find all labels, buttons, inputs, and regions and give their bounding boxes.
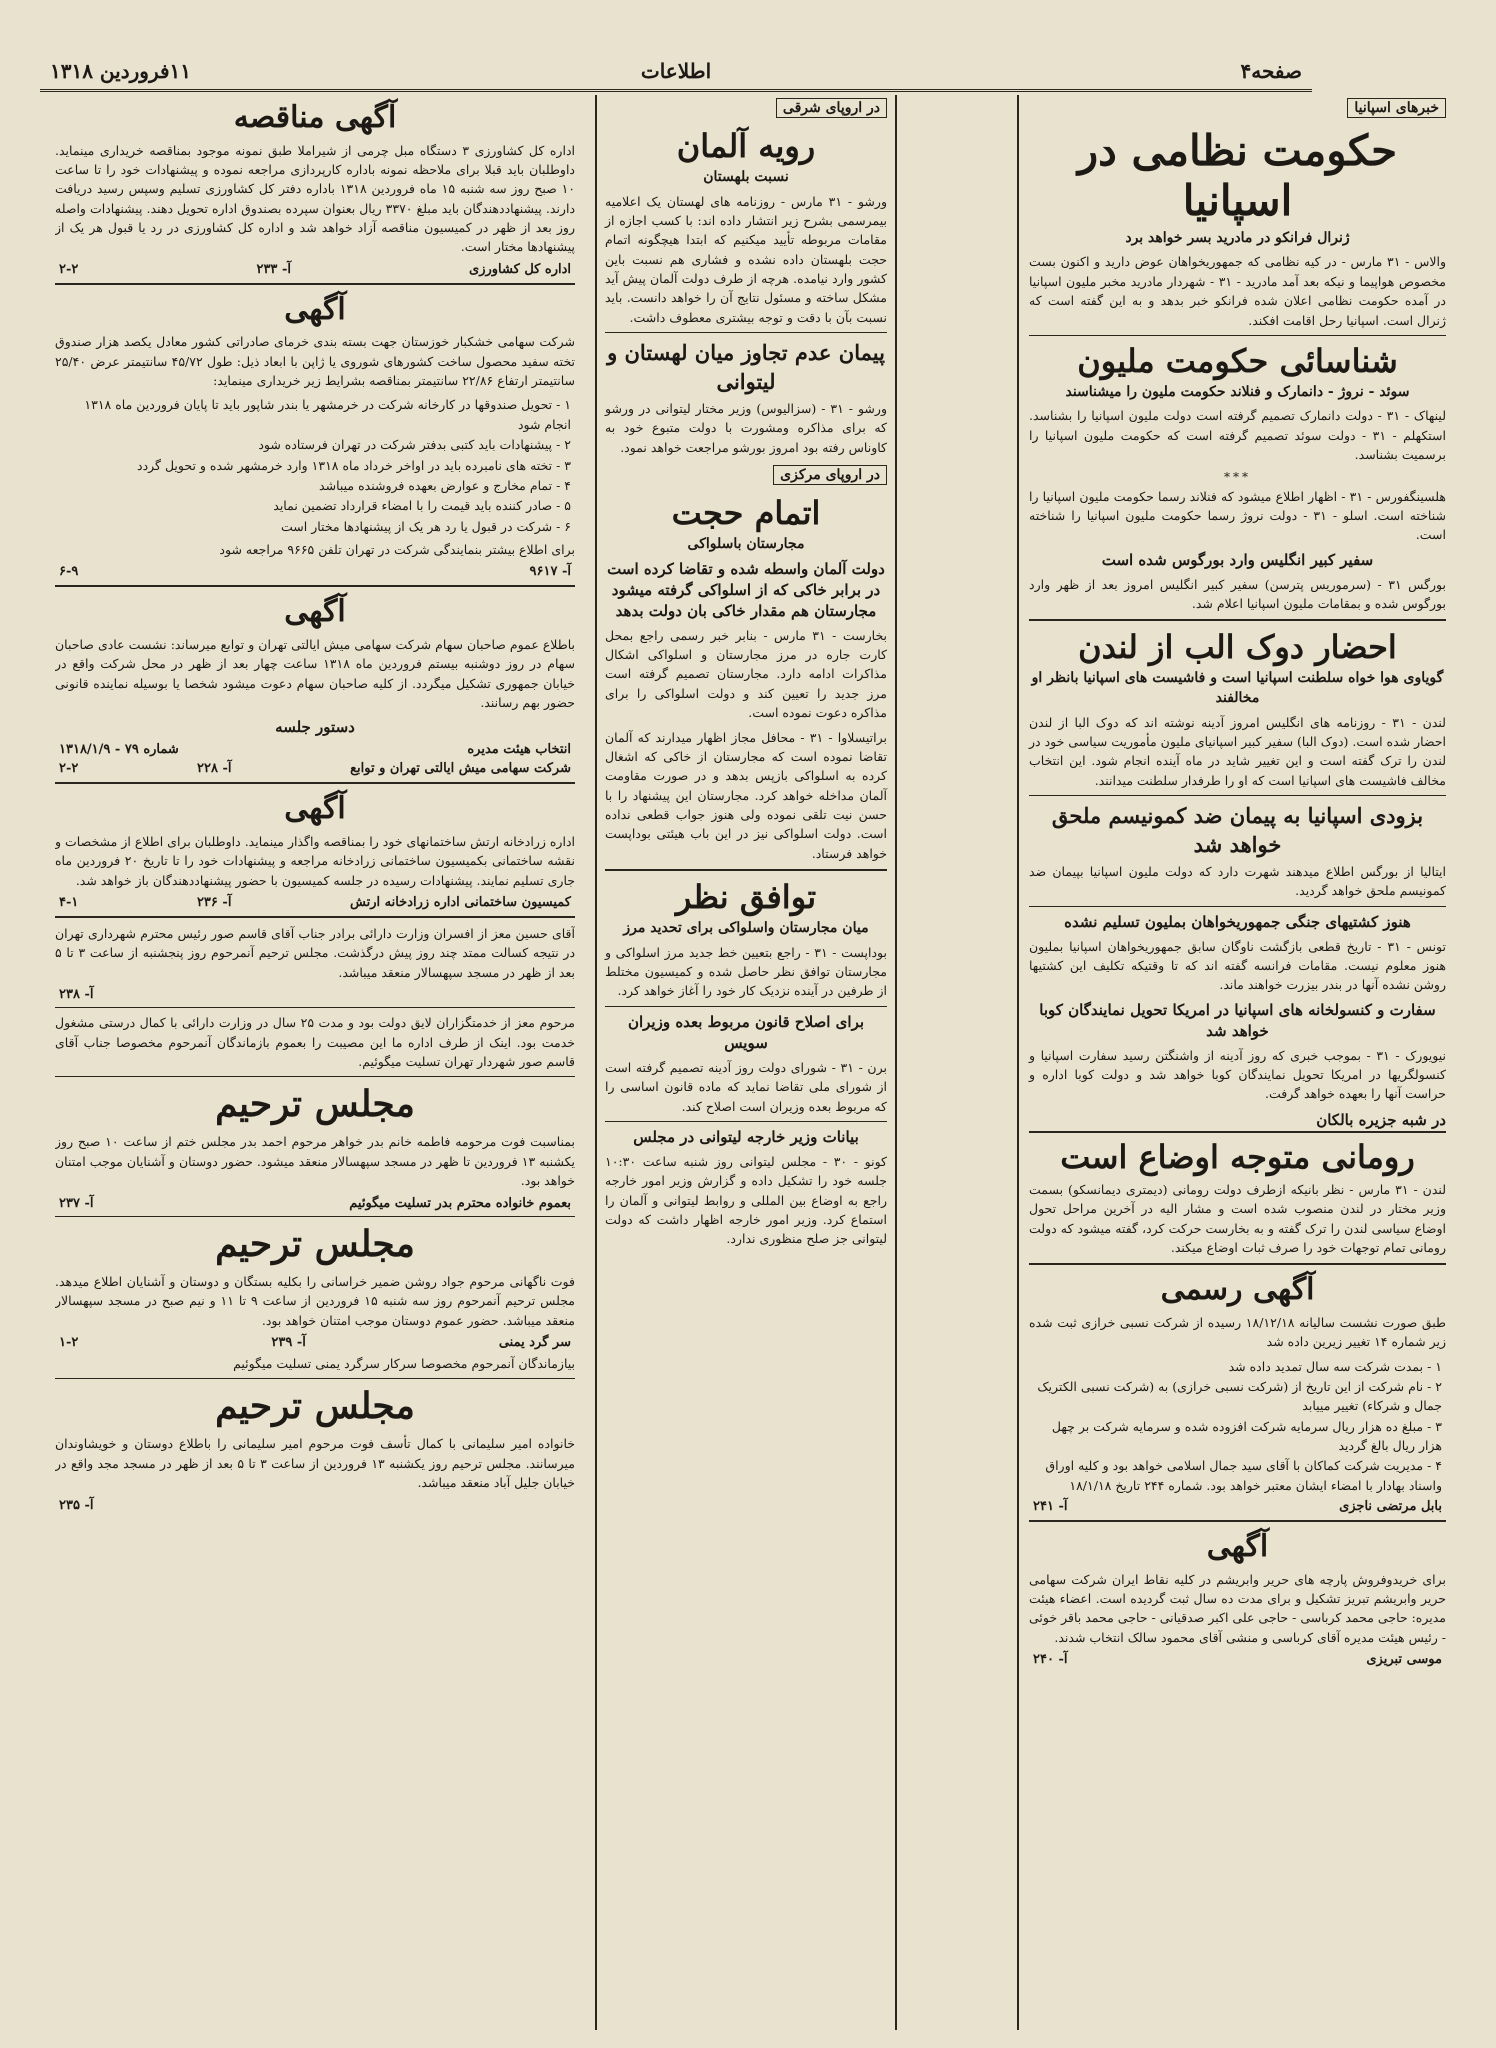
- ad-code: آ- ۲۲۸: [196, 761, 232, 777]
- reference-number: شماره ۷۹ - ۱۳۱۸/۱/۹: [59, 742, 179, 758]
- article-body: بورگس ۳۱ - (سرموریس پترسن) سفیر کبیر انگلیس امروز بعد از ظهر وارد بورگوس شده و بمقامات ملیون اسپانیا اعلام شد.: [1029, 576, 1446, 612]
- article-body: ورشو - ۳۱ مارس - روزنامه های لهستان یک اعلامیه بیمرسمی بشرح زیر انتشار داده اند: با کسب اجازه از مقامات مربوطه تأیید میکنیم که ابتدا هیچگونه اتمام حجت بلهستان داده نشده و فشاری هم نسبت باین کشور وارد نیامده. هرچه از طرف دولت آلمان پیش آید مشکل ساخته و مسئول نتایج آن را خواهد دانست. باید نسبت بآن با دقت و توجه بیشتری معطوف داشت.: [605, 193, 887, 325]
- ad-code: آ- ۲۳۹: [271, 1334, 306, 1350]
- ad-official: [1029, 1271, 1446, 1514]
- notice-body: مرحوم معز از خدمتگزاران لایق دولت بود و مدت ۲۵ سال در وزارت دارائی با کمال درستی مشغول خدمت بود. اینک از طرف اداره ما این مصیبت را بعموم بازماندگان آنمرحوم مخصوصا جناب آقای قاسم صور شهردار تهران تسلیت میگوئیم.: [55, 1015, 575, 1069]
- list-item: ۳ - تخته های نامبرده باید در اواخر خرداد ماه ۱۳۱۸ وارد خرمشهر شده و تحویل گردد: [137, 457, 571, 473]
- ad-body: اداره زرادخانه ارتش ساختمانهای خود را بمناقصه واگذار مینماید. داوطلبان برای اطلاع از مشخصات و نقشه ساختمانی بکمیسیون ساختمانی زرادخانه مراجعه و پیشنهادات خود را تا تاریخ ۲۰ فروردین ماه جاری تسلیم نمایند. پیشنهادات رسیده در جلسه کمیسیون با حضور پیشنهاددهندگان باز خواهد شد.: [55, 833, 575, 888]
- article-warships: [1029, 912, 1446, 995]
- article-lithuania: [605, 1127, 887, 1249]
- ad-code: آ- ۲۳۳: [256, 261, 291, 277]
- family-note: بعموم خانواده محترم بدر تسلیت میگوئیم: [349, 1195, 571, 1211]
- section-tag-central-europe: در اروپای مرکزی: [773, 465, 887, 485]
- ad-code-2: ۱-۲: [59, 1334, 79, 1350]
- ad-footer: برای اطلاع بیشتر بنمایندگی شرکت در تهران تلفن ۹۶۶۵ مراجعه شود: [219, 542, 575, 557]
- left-column: [55, 95, 575, 2030]
- ad-title: آگهی: [284, 594, 346, 630]
- signer: موسی تبریزی: [1366, 1652, 1442, 1668]
- ad-shareholders-meeting: [55, 593, 575, 776]
- article-body: بوداپست - ۳۱ - راجع بتعیین خط جدید مرز اسلواکی و مجارستان توافق نظر حاصل شده و کمیسیون مختلط از طرفین در آینده نزدیک کار خود را آغاز خواهد کرد.: [605, 944, 887, 999]
- ad-title: آگهی: [1206, 1529, 1269, 1565]
- ad-dates-boxes: [55, 291, 575, 580]
- ad-silk-company: [1029, 1528, 1446, 1667]
- ad-title: مجلس ترحیم: [215, 1083, 415, 1126]
- notice-code-row: [59, 1498, 571, 1513]
- article-nonaggression: [605, 339, 887, 457]
- ad-code-2: ۴-۱: [59, 895, 79, 910]
- subheadline: گویاوی هوا خواه سلطنت اسپانیا است و فاشیست های اسپانیا بانظر او مخالفند: [1031, 670, 1444, 707]
- ad-signature: [59, 1335, 571, 1350]
- right-column: [1017, 95, 1446, 2030]
- list-item: ۵ - صادر کننده باید قیمت را با امضاء قرارداد تضمین نماید: [273, 498, 571, 514]
- ad-title: آگهی: [284, 291, 346, 327]
- ad-title: آگهی: [284, 791, 346, 827]
- list-item: ۱ - تحویل صندوقها در کارخانه شرکت در خرمشهر یا بندر شاپور باید تا پایان فروردین ماه ۱۳۱۸ انجام شود: [84, 397, 571, 432]
- subheadline: ژنرال فرانکو در مادرید بسر خواهد برد: [1125, 229, 1350, 246]
- ad-code-2: ۲-۲: [59, 761, 79, 777]
- notice-condolence-1: [55, 924, 575, 1002]
- article-anti-comintern: [1029, 802, 1446, 900]
- paper-name: اطلاعات: [640, 59, 712, 83]
- subheadline: میان مجارستان واسلواکی برای تحدید مرز: [623, 920, 869, 937]
- ad-signature: [59, 262, 571, 277]
- ad-intro: شرکت سهامی خشکبار خوزستان جهت بسته بندی خرمای صادراتی کشور معادل یکصد هزار صندوق تخته سفید محصول ساخت کشورهای شوروی یا ژاپن با ابعاد ذیل: طول ۴۵/۷۲ سانتیمتر عرض ۲۵/۴۰ سانتیمتر ارتفاع ۲۲/۸۶ سانتیمتر بمناقصه بشرایط زیر خریداری مینماید:: [55, 334, 575, 388]
- subheadline: سفیر کبیر انگلیس وارد بورگوس شده است: [1101, 550, 1374, 569]
- article-swiss: [605, 1012, 887, 1116]
- signer: بابل مرتضی ناجزی: [1339, 1499, 1442, 1515]
- signer: اداره کل کشاورزی: [469, 261, 571, 277]
- agenda-row: [59, 742, 571, 757]
- ad-body: باطلاع عموم صاحبان سهام شرکت سهامی میش ایالتی تهران و توابع میرساند: نشست عادی صاحبان سهام در روز دوشنبه بیستم فروردین ماه ۱۳۱۸ ساعت چهار بعد از ظهر در محل شرکت واقع در خیابان جمهوری تشکیل میگردد. از کلیه صاحبان سهام دعوت میشود شخصا یا بوسیله نماینده قانونی حضور بهم رسانند.: [55, 636, 575, 710]
- article-body: لندن - ۳۱ مارس - نظر بانیکه ازطرف دولت رومانی (دیمتری دیمانسکو) بسمت وزیر مختار در لندن منصوب شده است و مشار الیه در آخرین مراحل تحول اوضاع سیاسی لندن را ترک گفته و به بخارست حرکت کرد، گفته میشود که دولت رومانی تمام توجهات خود را صرف ثبات اوضاع میکند.: [1029, 1181, 1446, 1255]
- issue-date: ۱۱فروردین ۱۳۱۸: [50, 59, 192, 83]
- list-item: ۳ - مبلغ ده هزار ریال سرمایه شرکت افزوده شده و سرمایه شرکت بر چهل هزار ریال بالغ گردید: [1051, 1418, 1442, 1454]
- list-item: ۲ - نام شرکت از این تاریخ از (شرکت نسبی خرازی) به (شرکت نسبی الکتریک جمال و شرکاء) تغییر مییابد: [1037, 1378, 1442, 1414]
- ad-title: مجلس ترحیم: [215, 1385, 415, 1428]
- ad-title: مجلس ترحیم: [215, 1222, 415, 1265]
- subheadline: سوئد - نروژ - دانمارک و فنلاند حکومت ملیون را میشناسند: [1065, 383, 1410, 400]
- list-item: ۴ - مدیریت شرکت کماکان با آقای سید جمال اسلامی خواهد بود و کلیه اوراق واسناد بهادار با امضاء ایشان معتبر خواهد بود. شماره ۲۴۴ تاریخ ۱۸/۱/۱۸: [1045, 1458, 1442, 1493]
- list-item: ۶ - شرکت در قبول یا رد هر یک از پیشنهادها مختار است: [281, 518, 571, 534]
- lead: دولت آلمان واسطه شده و تقاضا کرده است در برابر خاکی که از اسلواکی گرفته میشود مجارستان هم مقدار خاکی بان دولت بدهد: [607, 559, 885, 620]
- article-agreement: [605, 877, 887, 1001]
- masthead: [40, 55, 1312, 92]
- ad-code: آ- ۹۶۱۷: [529, 564, 571, 580]
- headline: هنوز کشتیهای جنگی جمهوریخواهان بملیون تسلیم نشده: [1064, 912, 1411, 931]
- section-tag-spain: خبرهای اسپانیا: [1347, 98, 1446, 118]
- subheadline: مجارستان باسلواکی: [687, 536, 805, 553]
- list-item: ۴ - تمام مخارج و عوارض بعهده فروشنده میباشد: [319, 477, 571, 493]
- article-ultimatum: [605, 493, 887, 863]
- ad-items: [1029, 1357, 1446, 1496]
- article-body: ایتالیا از بورگس اطلاع میدهند شهرت دارد که دولت ملیون اسپانیا بپیمان ضد کمونیسم ملحق خواهد گردید.: [1029, 863, 1446, 899]
- article-body: والاس - ۳۱ مارس - در کیه نظامی که جمهوریخواهان عوض دارید و اکنون بست مخصوص هواپیما و نیکه بعد آمد مادرید - ۳۱ - شهردار مادرید مخبر ملیون اسپانیا در آمده حکومت نظامی اعلان شده فرانکو خبر بدهد و به این گفته است که ژنرال است. اسپانیا رحل اقامت افکند.: [1029, 254, 1446, 328]
- notice-memorial-2: [55, 1223, 575, 1374]
- headline: پیمان عدم تجاوز میان لهستان و لیتوانی: [607, 340, 885, 394]
- ad-code-2: ۲-۲: [59, 261, 79, 277]
- article-martial-law: [1029, 126, 1446, 330]
- article-body: براتیسلاوا - ۳۱ - محافل مجاز اظهار میدارند که آلمان تقاضا نموده است که مجارستان از خاکی که اشغال کرده به اسلواکی بازپس بدهد و در صورت مقاومت آلمان مداخله خواهد کرد. مجارستان این پیشنهاد را با حسن نیت تلقی نموده ولی هنوز جواب قطعی نداده است. دولت اسلواکی نیز در این باب هیئتی بوداپست خواهد فرستاد.: [605, 729, 887, 861]
- article-germany: [605, 126, 887, 327]
- headline: رومانی متوجه اوضاع است: [1060, 1137, 1415, 1176]
- ad-title: آگهی مناقصه: [233, 100, 397, 135]
- agenda-item: انتخاب هیئت مدیره: [467, 742, 571, 758]
- list-item: ۱ - بمدت شرکت سه سال تمدید داده شد: [1228, 1358, 1442, 1374]
- headline: اتمام حجت: [671, 494, 821, 533]
- notice-code-row: [59, 1196, 571, 1211]
- ad-code-2: ۶-۹: [59, 564, 79, 580]
- headline: توافق نظر: [675, 878, 817, 917]
- list-item: ۲ - پیشنهادات باید کتبی بدفتر شرکت در تهران فرستاده شود: [258, 437, 571, 453]
- article-embassy: [1029, 1000, 1446, 1104]
- ad-code: آ- ۲۳۶: [196, 895, 232, 910]
- article-body: بخارست - ۳۱ مارس - بنابر خبر رسمی راجع بمحل کارت جاره در مرز مجارستان و اسلواکی اشکال مذاکرات ادامه دارد. مجارستان تصمیم گرفته است مرز جدید را تعیین کند و دولت اسلواکی را برای مذاکره دعوت نموده است.: [605, 627, 887, 721]
- headline: بیانات وزیر خارجه لیتوانی در مجلس: [633, 1127, 859, 1146]
- ad-title: آگهی رسمی: [1160, 1272, 1315, 1308]
- notice-memorial-3: [55, 1385, 575, 1512]
- article-body: کونو - ۳۰ - مجلس لیتوانی روز شنبه ساعت ۱۰:۳۰ جلسه خود را تشکیل داده و گزارش وزیر امور خارجه راجع به اوضاع بین المللی و روابط لیتوانی و آلمان را استماع کرد. وزیر امور خارجه اظهار داشت که دولت لیتوانی جز صلح منظوری ندارد.: [605, 1153, 888, 1247]
- signer: سر گرد یمنی: [498, 1334, 571, 1350]
- ad-signature: [1033, 1499, 1442, 1514]
- headline: احضار دوک الب از لندن: [1078, 628, 1397, 667]
- ad-code: آ- ۲۳۷: [59, 1195, 94, 1211]
- section-tag-east-europe: در اروپای شرقی: [776, 98, 887, 118]
- page-number: صفحه۴: [1240, 59, 1302, 83]
- middle-column: [595, 95, 897, 2030]
- notice-body: آقای حسین معز از افسران وزارت دارائی برادر جناب آقای قاسم صور رئیس محترم شهرداری تهران در نتیجه کسالت ممتد چند روز پیش درگذشت. مجلس ترحیم آنمرحوم روز پنجشنبه از ساعت ۳ تا ۵ بعد از ظهر در مسجد سپهسالار منعقد میباشد.: [55, 926, 575, 980]
- article-body: ورشو - ۳۱ - (سزالیوس) وزیر مختار لیتوانی در ورشو که برای مذاکره ومشورت با دولت متبوع خود به کاوناس رفته بود امروز بورشو مراجعت خواهد نمود.: [605, 400, 887, 455]
- ad-body: اداره کل کشاورزی ۳ دستگاه مبل چرمی از شیراملا طبق نمونه موجود بمناقصه خریداری مینماید. داوطلبان باید قبلا برای ملاحظه نمونه باداره کارپردازی مراجعه نموده و پیشنهادات خود را تا ساعت ۱۰ صبح روز سه شنبه ۱۵ ماه فروردین ۱۳۱۸ باداره دفتر کل کشاورزی تسلیم وسپس رسید دریافت دارند. پیشنهاددهندگان باید مبلغ ۳۳۷۰ ریال بعنوان سپرده بصندوق اداره تحویل دهند. پیشنهادات واصله روز بعد از ظهر در کمیسیون مناقصه آزاد خواهد شد و اداره کل کشاورزی در رد یا قبول هر یک از پیشنهادها مختار است.: [55, 142, 575, 255]
- ad-signature: [59, 564, 571, 579]
- ad-code: آ- ۲۴۰: [1033, 1652, 1068, 1668]
- ad-signature: [59, 761, 571, 776]
- ad-code: آ- ۲۴۱: [1033, 1499, 1068, 1515]
- headline: برای اصلاح قانون مربوط بعده وزیران سویس: [627, 1012, 865, 1052]
- ad-signature: [1033, 1652, 1442, 1667]
- article-body: لینهاک - ۳۱ - دولت دانمارک تصمیم گرفته است دولت ملیون اسپانیا را بشناسد. استکهلم - ۳۱ - دولت سوئد تصمیم گرفته است که حکومت ملیون اسپانیا را برسمیت بشناسد.: [1029, 408, 1446, 463]
- headline: بزودی اسپانیا به پیمان ضد کمونیسم ملحق خواهد شد: [1051, 803, 1424, 857]
- ad-tender: [55, 99, 575, 277]
- ad-body: برای خریدوفروش پارچه های حریر وابریشم در کلیه نقاط ایران شرکت سهامی حریر وابریشم تبریز تشکیل و برای مدت ده سال ثبت گردیده است. اعضاء هیئت مدیره: حاجی محمد کرباسی - حاجی علی اکبر صدقیانی - حاجی محمد باقر خوئی - رئیس هیئت مدیره آقای کرباسی و منشی آقای محمود سالک انتخاب شدند.: [1029, 1571, 1446, 1645]
- article-body: نیویورک - ۳۱ - بموجب خبری که روز آدینه از واشنگتن رسید سفارت اسپانیا و کنسولگریها در امریکا تحویل نمایندگان کوبا خواهد شد و دولت کوبا اداره و حراست آنها را بعهده خواهد گرفت.: [1029, 1047, 1446, 1102]
- headline: شناسائی حکومت ملیون: [1077, 341, 1398, 380]
- signer: شرکت سهامی میش ایالتی تهران و توابع: [350, 761, 571, 777]
- subheadline: نسبت بلهستان: [703, 169, 789, 185]
- ad-body: بمناسبت فوت مرحومه فاطمه خانم بدر خواهر مرحوم احمد بدر مجلس ختم از ساعت ۱۰ صبح روز یکشنبه ۱۳ فروردین تا ظهر در مسجد سپهسالار منعقد میشود. حضور دوستان و آشنایان موجب امتنان خواهد بود.: [55, 1134, 575, 1189]
- ad-body: فوت ناگهانی مرحوم جواد روشن ضمیر خراسانی را بکلیه بستگان و دوستان و آشنایان اطلاع میدهد. مجلس ترحیم آنمرحوم روز سه شنبه ۱۵ فروردین از ساعت ۹ تا ۱۱ و نیم صبح در مسجد سپهسالار منعقد میباشد. حضور عموم دوستان موجب امتنان خواهد بود.: [55, 1273, 575, 1328]
- ad-items: [55, 395, 575, 536]
- article-body: هلسینگفورس - ۳۱ - اظهار اطلاع میشود که فنلاند رسما حکومت ملیون اسپانیا را شناخته است. اسلو - ۳۱ - دولت نروژ رسما حکومت ملیون اسپانیا را شناخته است.: [1029, 488, 1446, 543]
- notice-code-row: [59, 987, 571, 1002]
- ad-arsenal: [55, 790, 575, 910]
- headline: حکومت نظامی در اسپانیا: [1077, 126, 1398, 226]
- article-body: برن - ۳۱ - شورای دولت روز آدینه تصمیم گرفته است از شورای ملی تقاضا نماید که ماده قانون اساسی را که مربوط بعده وزیران است اصلاح کند.: [605, 1059, 887, 1114]
- article-recognition: شناسائی حکومت ملیون سوئد - نروژ - دانمارک و فنلاند حکومت ملیون را میشناسند لینهاک - ۳۱ - دولت دانمارک تصمیم گرفته است دولت ملیون اسپانیا را بشناسد. استکهلم - ۳۱ - دولت سوئد تصمیم گرفته است که حکومت ملیون اسپانیا را برسمیت بشناسد. *** هلسینگفورس - ۳۱ - اظهار اطلاع میشود که فنلاند رسما حکومت ملیون اسپانیا را شناخته است. اسلو - ۳۱ - دولت نروژ رسما حکومت ملیون اسپانیا را شناخته است. سفیر کبیر انگلیس وارد بورگوس شده است بورگس ۳۱ - (سرموریس پترسن) سفیر کبیر انگلیس امروز بعد از ظهر وارد بورگوس شده و بمقامات ملیون اسپانیا اعلام شد.: [1029, 341, 1446, 614]
- ad-body: خانواده امیر سلیمانی با کمال تأسف فوت مرحوم امیر سلیمانی را باطلاع دوستان و خویشاوندان میرسانند. مجلس ترحیم روز یکشنبه ۱۳ فروردین از ساعت ۳ تا ۵ بعد از ظهر در مسجد مجد واقع در خیابان جلیل آباد منعقد میباشد.: [55, 1436, 575, 1491]
- ad-code: آ- ۲۳۵: [59, 1497, 94, 1513]
- ad-signature: [59, 895, 571, 910]
- article-body: لندن - ۳۱ - روزنامه های انگلیس امروز آدینه نوشته اند که دوک البا از لندن احضار شده است. (دوک البا) سفیر کبیر اسپانیای ملیون مأموریت سیاسی خود در لندن را ترک گفته است و این تغییر شاید در ماه آینده انجام شود. این انتخاب مخالف فاشیست های اسپانیا است که او را طرفدار سلطنت میدانند.: [1029, 714, 1446, 788]
- notice-memorial-1: [55, 1083, 575, 1210]
- signer: کمیسیون ساختمانی اداره زرادخانه ارتش: [350, 895, 571, 910]
- article-romania: [1029, 1137, 1446, 1258]
- section-tag-balkan: در شبه جزیره بالکان: [1029, 1109, 1446, 1133]
- ad-intro: طبق صورت نشست سالیانه ۱۸/۱۲/۱۸ رسیده از شرکت نسبی خرازی ثبت شده زیر شماره ۱۴ تغییر زیرین داده شد: [1029, 1314, 1446, 1350]
- ad-code: آ- ۲۳۸: [59, 987, 94, 1003]
- headline: سفارت و کنسولخانه های اسپانیا در امریکا تحویل نمایندگان کوبا خواهد شد: [1039, 1000, 1436, 1040]
- article-duke: [1029, 627, 1446, 790]
- article-body: تونس - ۳۱ - تاریخ قطعی بازگشت ناوگان سابق جمهوریخواهان اسپانیا بملیون هنوز معلوم نیست. مقامات فرانسه گفته اند که تا وقتیکه تکلیف این کشتیها روشن نشده آنها در بندر بیزرت خواهند ماند.: [1029, 938, 1446, 993]
- agenda-heading: دستور جلسه: [275, 718, 355, 737]
- notice-tail: بیازماندگان آنمرحوم مخصوصا سرکار سرگرد یمنی تسلیت میگوئیم: [233, 1355, 575, 1371]
- notice-condolence-2: [55, 1013, 575, 1071]
- headline: رویه آلمان: [676, 127, 816, 165]
